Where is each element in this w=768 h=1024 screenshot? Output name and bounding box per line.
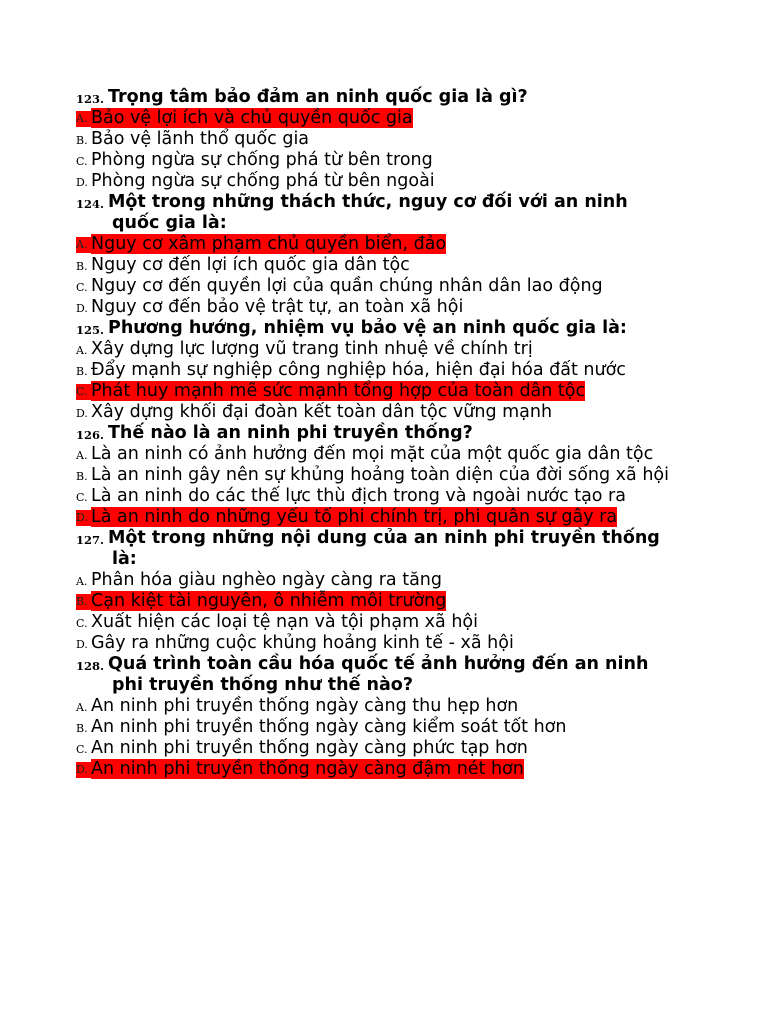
question-number: 125. <box>76 323 105 337</box>
question-heading <box>76 192 676 234</box>
option-text: Phát huy mạnh mẽ sức mạnh tổng hợp của toàn dân tộc <box>91 381 586 401</box>
option-letter: A. <box>76 449 88 462</box>
question-block <box>76 528 676 654</box>
option-text: Là an ninh do những yếu tố phi chính trị, phi quân sự gây ra <box>91 507 618 527</box>
answer-option[interactable] <box>76 381 676 402</box>
option-letter: B. <box>76 594 91 610</box>
option-letter: A. <box>76 575 88 588</box>
question-block <box>76 87 676 192</box>
answer-option[interactable] <box>76 234 676 255</box>
answer-option[interactable] <box>76 717 676 738</box>
option-text: Nguy cơ đến bảo vệ trật tự, an toàn xã hội <box>91 297 464 317</box>
option-text: Là an ninh gây nên sự khủng hoảng toàn diện của đời sống xã hội <box>91 465 669 485</box>
option-text: Xây dựng khối đại đoàn kết toàn dân tộc vững mạnh <box>91 402 553 422</box>
question-block <box>76 192 676 318</box>
option-letter: B. <box>76 365 88 378</box>
option-text: An ninh phi truyền thống ngày càng kiểm soát tốt hơn <box>91 717 567 737</box>
question-block <box>76 423 676 528</box>
option-text: Nguy cơ đến quyền lợi của quần chúng nhân dân lao động <box>91 276 603 296</box>
option-letter: C. <box>76 281 88 294</box>
question-heading <box>76 528 676 570</box>
option-text: Xuất hiện các loại tệ nạn và tội phạm xã hội <box>91 612 478 632</box>
option-text: Là an ninh có ảnh hưởng đến mọi mặt của một quốc gia dân tộc <box>91 444 654 464</box>
question-text: Phương hướng, nhiệm vụ bảo vệ an ninh quốc gia là: <box>108 318 627 338</box>
option-letter: B. <box>76 470 88 483</box>
answer-option[interactable] <box>76 591 676 612</box>
option-text: Phòng ngừa sự chống phá từ bên ngoài <box>91 171 435 191</box>
option-text: Cạn kiệt tài nguyên, ô nhiễm môi trường <box>91 591 447 611</box>
option-text: An ninh phi truyền thống ngày càng thu hẹp hơn <box>91 696 519 716</box>
option-text: Gây ra những cuộc khủng hoảng kinh tế - xã hội <box>91 633 514 653</box>
option-text: An ninh phi truyền thống ngày càng đậm nét hơn <box>91 759 524 779</box>
question-heading <box>76 87 676 108</box>
question-heading <box>76 654 676 696</box>
option-text: Bảo vệ lãnh thổ quốc gia <box>91 129 310 149</box>
question-text: Một trong những nội dung của an ninh phi truyền thống là: <box>108 528 660 569</box>
option-text: Là an ninh do các thế lực thù địch trong và ngoài nước tạo ra <box>91 486 626 506</box>
answer-option[interactable] <box>76 465 676 486</box>
answer-option[interactable] <box>76 297 676 318</box>
answer-option[interactable] <box>76 171 676 192</box>
option-letter: C. <box>76 384 91 400</box>
option-text: Xây dựng lực lượng vũ trang tinh nhuệ về chính trị <box>91 339 533 359</box>
answer-option[interactable] <box>76 507 676 528</box>
question-number: 128. <box>76 659 105 673</box>
question-text: Quá trình toàn cầu hóa quốc tế ảnh hưởng đến an ninh phi truyền thống như thế nào? <box>108 654 649 695</box>
option-letter: D. <box>76 302 88 315</box>
option-text: Bảo vệ lợi ích và chủ quyền quốc gia <box>91 108 413 128</box>
question-block <box>76 654 676 780</box>
answer-option[interactable] <box>76 150 676 171</box>
option-letter: D. <box>76 762 91 778</box>
option-text: Nguy cơ đến lợi ích quốc gia dân tộc <box>91 255 410 275</box>
answer-option[interactable] <box>76 108 676 129</box>
answer-option[interactable] <box>76 444 676 465</box>
option-text: Phân hóa giàu nghèo ngày càng ra tăng <box>91 570 442 590</box>
question-text: Thế nào là an ninh phi truyền thống? <box>108 423 473 443</box>
option-text: Đẩy mạnh sự nghiệp công nghiệp hóa, hiện đại hóa đất nước <box>91 360 626 380</box>
answer-option[interactable] <box>76 255 676 276</box>
option-letter: A. <box>76 701 88 714</box>
option-letter: D. <box>76 510 91 526</box>
answer-option[interactable] <box>76 612 676 633</box>
option-letter: B. <box>76 134 88 147</box>
answer-option[interactable] <box>76 759 676 780</box>
question-number: 123. <box>76 92 105 106</box>
answer-option[interactable] <box>76 339 676 360</box>
question-number: 124. <box>76 197 105 211</box>
answer-option[interactable] <box>76 360 676 381</box>
question-text: Một trong những thách thức, nguy cơ đối với an ninh quốc gia là: <box>108 192 628 233</box>
answer-option[interactable] <box>76 129 676 150</box>
question-number: 127. <box>76 533 105 547</box>
answer-option[interactable] <box>76 276 676 297</box>
option-letter: D. <box>76 176 88 189</box>
question-heading <box>76 423 676 444</box>
question-list <box>76 87 676 780</box>
question-block <box>76 318 676 423</box>
question-number: 126. <box>76 428 105 442</box>
option-text: Nguy cơ xâm phạm chủ quyền biển, đảo <box>91 234 447 254</box>
option-letter: D. <box>76 407 88 420</box>
option-letter: C. <box>76 743 88 756</box>
answer-option[interactable] <box>76 633 676 654</box>
answer-option[interactable] <box>76 570 676 591</box>
option-letter: B. <box>76 260 88 273</box>
answer-option[interactable] <box>76 738 676 759</box>
option-text: Phòng ngừa sự chống phá từ bên trong <box>91 150 433 170</box>
answer-option[interactable] <box>76 696 676 717</box>
option-letter: C. <box>76 617 88 630</box>
option-letter: B. <box>76 722 88 735</box>
question-text: Trọng tâm bảo đảm an ninh quốc gia là gì? <box>108 87 528 107</box>
answer-option[interactable] <box>76 402 676 423</box>
option-letter: D. <box>76 638 88 651</box>
answer-option[interactable] <box>76 486 676 507</box>
option-text: An ninh phi truyền thống ngày càng phức tạp hơn <box>91 738 528 758</box>
option-letter: C. <box>76 491 88 504</box>
option-letter: C. <box>76 155 88 168</box>
option-letter: A. <box>76 237 91 253</box>
option-letter: A. <box>76 344 88 357</box>
option-letter: A. <box>76 111 91 127</box>
question-heading <box>76 318 676 339</box>
